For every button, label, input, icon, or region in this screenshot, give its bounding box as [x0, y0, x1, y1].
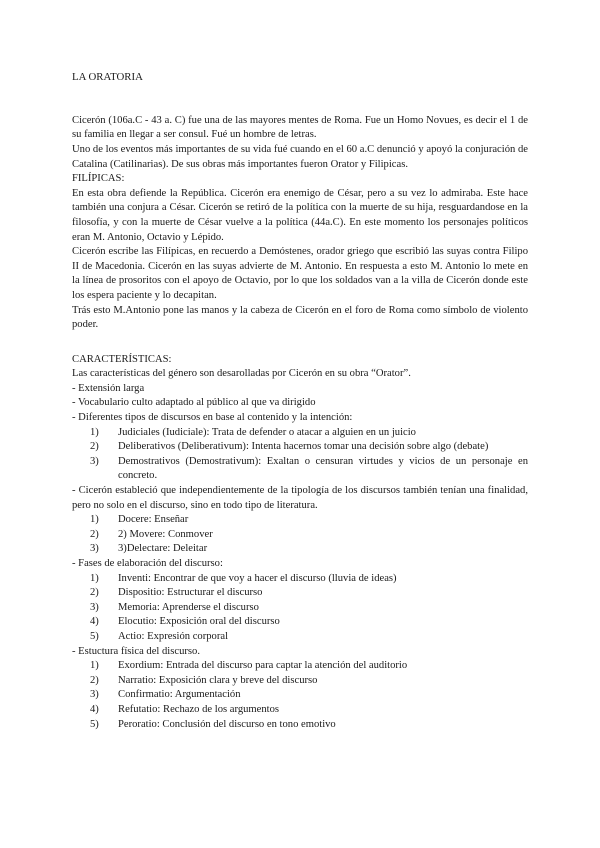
list-text: Memoria: Aprenderse el discurso — [118, 601, 259, 613]
list-number: 3) — [90, 601, 99, 613]
filipicas-heading: FILÍPICAS: — [72, 173, 125, 185]
list-item — [72, 513, 528, 528]
bullet-item: - Extensión larga — [72, 382, 145, 394]
bullet-item: - Diferentes tipos de discursos en base al contenido y la intención: — [72, 412, 353, 424]
estructura-list — [72, 659, 528, 732]
list-number: 4) — [90, 616, 99, 628]
document-title: LA ORATORIA — [72, 71, 143, 83]
list-text: Demostrativos (Demostrativum): Exaltan o censuran virtudes y vicios de un personaje en concreto. — [118, 455, 528, 482]
list-number: 5) — [90, 718, 99, 730]
list-text: Actio: Expresión corporal — [118, 630, 229, 642]
list-text: Docere: Enseñar — [118, 514, 189, 526]
list-number: 1) — [90, 514, 99, 526]
caracteristicas-intro: Las características del género son desarolladas por Cicerón en su obra “Orator”. — [72, 368, 411, 380]
list-number: 3) — [90, 543, 99, 555]
list-text: Inventi: Encontrar de que voy a hacer el discurso (lluvia de ideas) — [118, 572, 397, 584]
list-text: Judiciales (Iudiciale): Trata de defender o atacar a alguien en un juicio — [118, 426, 416, 438]
list-item — [72, 718, 528, 733]
list-text: Narratio: Exposición clara y breve del discurso — [118, 674, 318, 686]
spacer — [72, 99, 528, 114]
list-number: 2) — [90, 528, 99, 540]
list-text: Elocutio: Exposición oral del discurso — [118, 616, 280, 628]
fases-list — [72, 572, 528, 645]
list-number: 5) — [90, 630, 99, 642]
list-number: 3) — [90, 455, 99, 467]
filipicas-paragraph: Cicerón escribe las Filípicas, en recuerdo a Demóstenes, orador griego que escribió las suyas contra Filipo II de Macedonia. Cicerón en las suyas advierte de M. Antonio. En respuesta a esto M. Antonio lo mete en la línea de prosoritos con el apoyo de Octavio, por lo que los soldados van a la villa de Cicerón donde este los espera paciente y lo decapitan. — [72, 246, 528, 301]
list-text: Confirmatio: Argumentación — [118, 689, 241, 701]
list-item — [72, 703, 528, 718]
list-item — [72, 615, 528, 630]
intro-paragraph: Uno de los eventos más importantes de su vida fué cuando en el 60 a.C denunció y apoyó la conjuración de Catalina (Catilinarias). De sus obras más importantes fueron Orator y Filipicas. — [72, 143, 528, 170]
list-item — [72, 440, 528, 455]
list-text: Deliberativos (Deliberativum): Intenta hacernos tomar una decisión sobre algo (debate) — [118, 441, 489, 453]
estructura-heading: - Estuctura física del discurso. — [72, 645, 200, 657]
tipologia-paragraph: - Cicerón estableció que independientemente de la tipología de los discursos también tenían una finalidad, pero no solo en el discurso, sino en todo tipo de literatura. — [72, 485, 528, 511]
list-number: 1) — [90, 660, 99, 672]
list-number: 4) — [90, 703, 99, 715]
list-item — [72, 528, 528, 543]
list-number: 2) — [90, 674, 99, 686]
fases-heading: - Fases de elaboración del discurso: — [72, 558, 223, 569]
list-item — [72, 455, 528, 484]
list-item — [72, 572, 528, 587]
tipos-list — [72, 426, 528, 484]
list-item — [72, 426, 528, 441]
filipicas-paragraph: En esta obra defiende la República. Cicerón era enemigo de César, pero a su vez lo admiraba. Este hace también una conjura a César. Cicerón se retiró de la política con la muerte de su hija, resguardandose en la filosofía, y con la muerte de César vuelve a la política (44a.C). En este momento los personajes políticos eran M. Antonio, Octavio y Lépido. — [72, 187, 528, 243]
list-item — [72, 630, 528, 645]
list-item — [72, 542, 528, 557]
filipicas-paragraph: Trás esto M.Antonio pone las manos y la cabeza de Cicerón en el foro de Roma como símbolo de violento poder. — [72, 304, 528, 331]
spacer — [72, 85, 528, 100]
list-text: Peroratio: Conclusión del discurso en tono emotivo — [118, 718, 336, 730]
caracteristicas-heading: CARACTERÍSTICAS: — [72, 353, 172, 365]
spacer — [72, 333, 528, 353]
bullet-item: - Vocabulario culto adaptado al público al que va dirigido — [72, 397, 316, 409]
list-text: Dispositio: Estructurar el discurso — [118, 587, 263, 599]
list-item — [72, 674, 528, 689]
list-text: Refutatio: Rechazo de los argumentos — [118, 703, 280, 715]
finalidades-list — [72, 513, 528, 557]
list-text: 3)Delectare: Deleitar — [118, 543, 208, 555]
list-item — [72, 659, 528, 674]
intro-paragraph: Cicerón (106a.C - 43 a. C) fue una de las mayores mentes de Roma. Fue un Homo Novues, es decir el 1 de su familia en llegar a ser consul. Fué un hombre de letras. — [72, 114, 528, 141]
list-number: 1) — [90, 426, 99, 438]
list-text: Exordium: Entrada del discurso para captar la atención del auditorio — [118, 660, 408, 672]
list-number: 1) — [90, 572, 99, 584]
list-item — [72, 688, 528, 703]
list-item — [72, 601, 528, 616]
list-text: 2) Movere: Conmover — [118, 528, 213, 540]
list-number: 3) — [90, 689, 99, 701]
list-number: 2) — [90, 587, 99, 599]
list-number: 2) — [90, 441, 99, 453]
list-item — [72, 586, 528, 601]
